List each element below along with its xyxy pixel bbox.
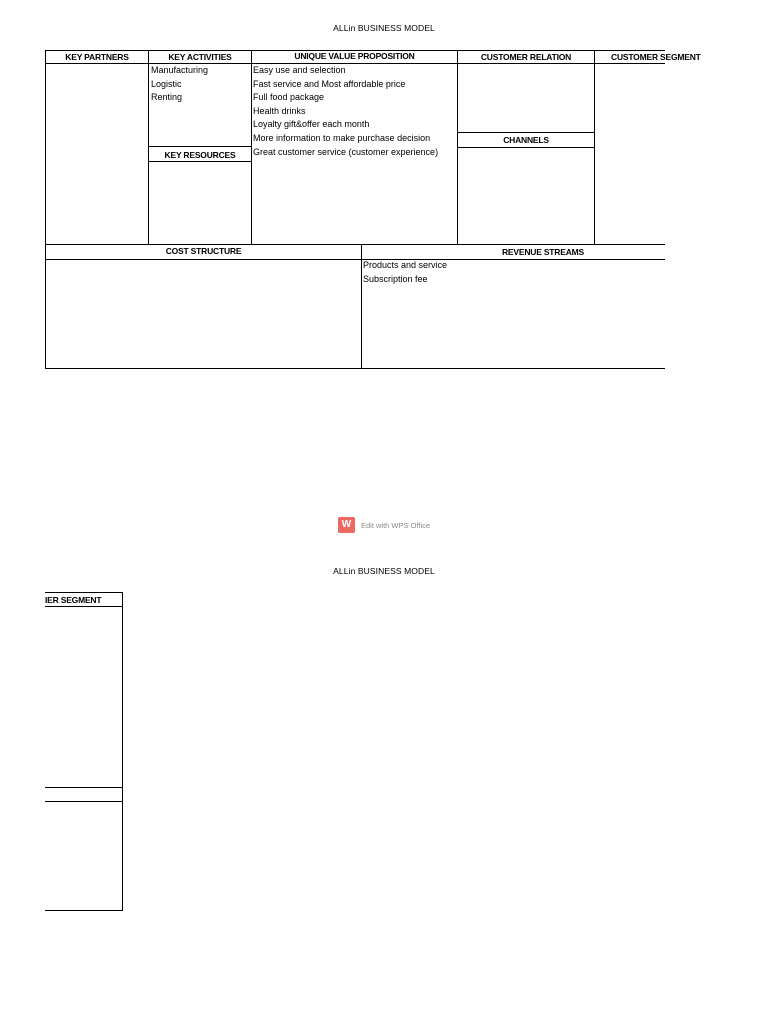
key-resources-header: KEY RESOURCES	[164, 150, 236, 160]
key-activities-header: KEY ACTIVITIES	[168, 52, 232, 62]
list-item: Easy use and selection	[253, 65, 346, 75]
list-item: Health drinks	[253, 105, 306, 116]
page2-customer-segment-strip	[45, 590, 130, 915]
list-item: More information to make purchase decision	[253, 132, 431, 143]
list-item: Logistic	[151, 78, 182, 89]
wps-watermark[interactable]	[338, 516, 430, 534]
page-title-2: ALLin BUSINESS MODEL	[333, 566, 435, 576]
customer-segment-header-continued: IER SEGMENT	[45, 595, 102, 605]
unique-value-proposition-header: UNIQUE VALUE PROPOSITION	[294, 51, 415, 61]
list-item: Manufacturing	[151, 65, 209, 75]
list-item: Full food package	[253, 92, 325, 103]
business-model-canvas	[0, 0, 701, 380]
channels-header: CHANNELS	[503, 135, 549, 145]
value-proposition-list	[253, 64, 438, 159]
wps-watermark-label: Edit with WPS Office	[361, 520, 431, 530]
key-partners-header: KEY PARTNERS	[65, 52, 129, 62]
list-item: Products and service	[363, 260, 448, 270]
list-item: Renting	[151, 92, 183, 103]
wps-office-icon: W	[338, 517, 355, 533]
revenue-streams-header: REVENUE STREAMS	[501, 247, 584, 257]
customer-segment-header: CUSTOMER SEGMENT	[611, 52, 701, 62]
customer-relation-header: CUSTOMER RELATION	[480, 52, 572, 62]
list-item: Fast service and Most affordable price	[253, 78, 406, 89]
key-activities-list	[151, 64, 208, 105]
revenue-streams-list	[363, 259, 447, 286]
list-item: Subscription fee	[363, 273, 428, 284]
cost-structure-header: COST STRUCTURE	[165, 246, 242, 256]
list-item: Great customer service (customer experience)	[253, 146, 439, 157]
page-title: ALLin BUSINESS MODEL	[333, 23, 435, 33]
list-item: Loyalty gift&offer each month	[253, 119, 370, 130]
